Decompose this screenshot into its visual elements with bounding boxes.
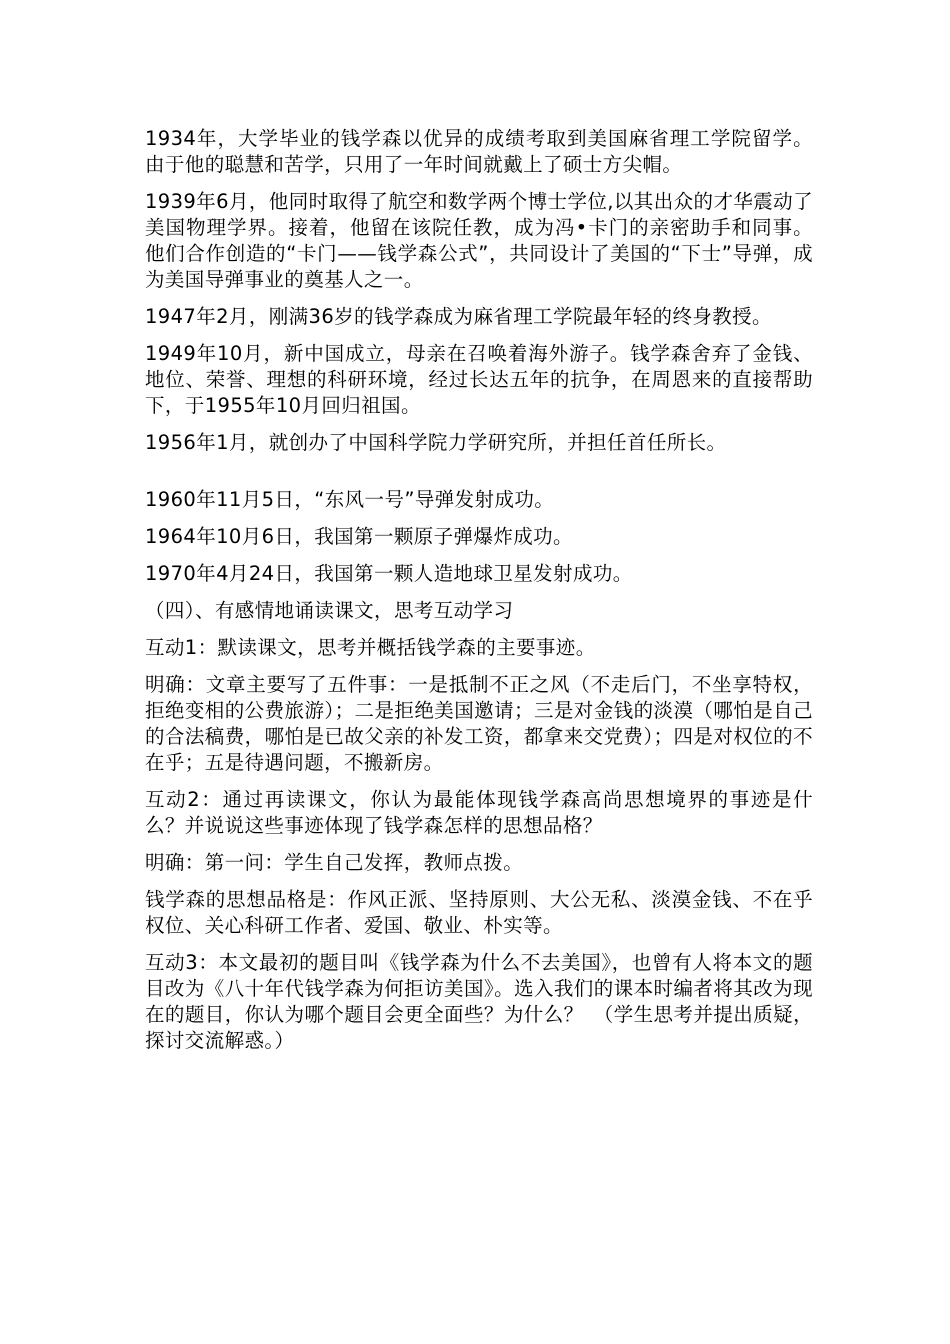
paragraph-1964: 1964年10月6日，我国第一颗原子弹爆炸成功。	[145, 525, 573, 548]
interaction-3-question: 互动3：本文最初的题目叫《钱学森为什么不去美国》，也曾有人将本文的题目改为《八十年代钱学森为何拒访美国》。选入我们的课本时编者将其改为现在的题目，你认为哪个题目会更全面些？为什么？ （学生思考并提出质疑，探讨交流解惑。）	[145, 951, 813, 1052]
interaction-1-answer: 明确：文章主要写了五件事：一是抵制不正之风（不走后门，不坐享特权，拒绝变相的公费旅游）；二是拒绝美国邀请；三是对金钱的淡漠（哪怕是自己的合法稿费，哪怕是已故父亲的补发工资，都拿来交党费）；四是对权位的不在乎；五是待遇问题，不搬新房。	[145, 673, 813, 774]
character-traits: 钱学森的思想品格是：作风正派、坚持原则、大公无私、淡漠金钱、不在乎权位、关心科研工作者、爱国、敬业、朴实等。	[145, 888, 813, 937]
paragraph-1947: 1947年2月，刚满36岁的钱学森成为麻省理工学院最年轻的终身教授。	[145, 305, 772, 328]
paragraph-1956: 1956年1月，就创办了中国科学院力学研究所，并担任首任所长。	[145, 431, 727, 454]
paragraph-1949: 1949年10月，新中国成立，母亲在召唤着海外游子。钱学森舍弃了金钱、地位、荣誉、理想的科研环境，经过长达五年的抗争，在周恩来的直接帮助下，于1955年10月回归祖国。	[145, 342, 813, 417]
interaction-1-question: 互动1：默读课文，思考并概括钱学森的主要事迹。	[145, 636, 596, 659]
interaction-2-answer: 明确：第一问：学生自己发挥，教师点拨。	[145, 851, 524, 874]
document-body	[145, 126, 813, 1065]
section-heading-4: （四）、有感情地诵读课文，思考互动学习	[145, 599, 514, 622]
paragraph-1960: 1960年11月5日，“东风一号”导弹发射成功。	[145, 488, 555, 511]
paragraph-1970: 1970年4月24日，我国第一颗人造地球卫星发射成功。	[145, 562, 633, 585]
interaction-2-question: 互动2：通过再读课文，你认为最能体现钱学森高尚思想境界的事迹是什么？并说说这些事迹体现了钱学森怎样的思想品格？	[145, 788, 813, 837]
paragraph-1939: 1939年6月，他同时取得了航空和数学两个博士学位,以其出众的才华震动了美国物理学界。接着，他留在该院任教，成为冯•卡门的亲密助手和同事。他们合作创造的“卡门——钱学森公式”，共同设计了美国的“下士”导弹，成为美国导弹事业的奠基人之一。	[145, 190, 813, 291]
paragraph-1934: 1934年，大学毕业的钱学森以优异的成绩考取到美国麻省理工学院留学。由于他的聪慧和苦学，只用了一年时间就戴上了硕士方尖帽。	[145, 127, 813, 176]
